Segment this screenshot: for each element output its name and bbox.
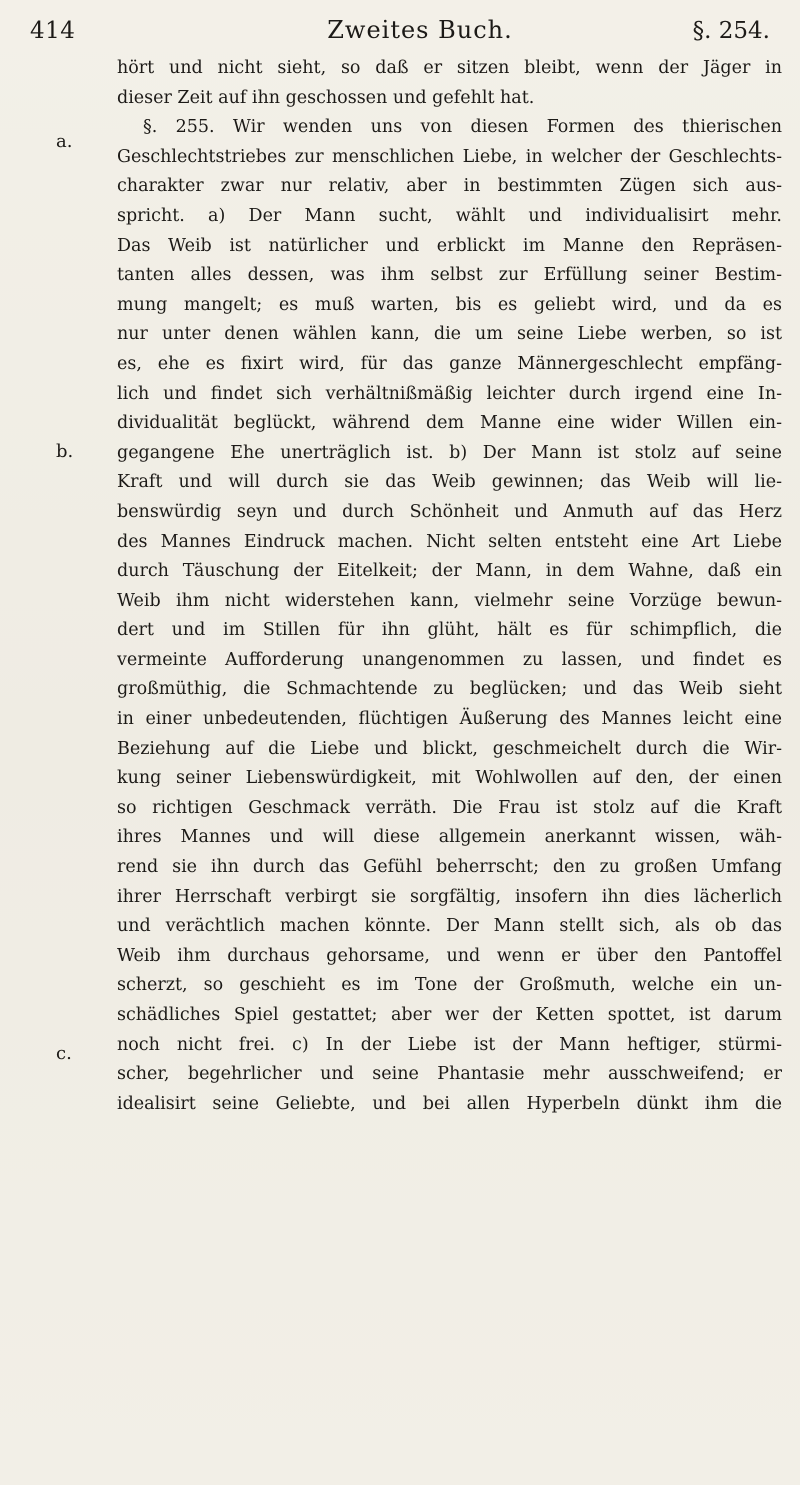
text-line: Geschlechtstriebes zur menschlichen Liebe, in welcher der Geschlechts-: [117, 146, 782, 167]
text-line: und verächtlich machen könnte. Der Mann stellt sich, als ob das: [117, 916, 782, 937]
margin-note-a: a.: [56, 131, 73, 152]
page-number: 414: [30, 18, 76, 44]
text-line: dert und im Stillen für ihn glüht, hält es für schimpflich, die: [117, 620, 782, 641]
running-title: Zweites Buch.: [327, 16, 513, 44]
text-line: lich und findet sich verhältnißmäßig leichter durch irgend eine In-: [117, 383, 782, 404]
text-line: Kraft und will durch sie das Weib gewinnen; das Weib will lie-: [117, 472, 782, 493]
text-line: dividualität beglückt, während dem Manne eine wider Willen ein-: [117, 413, 782, 434]
margin-note-b: b.: [56, 441, 74, 462]
margin-note-c: c.: [56, 1043, 72, 1064]
text-line: kung seiner Liebenswürdigkeit, mit Wohlwollen auf den, der einen: [117, 768, 782, 789]
page-header: [30, 14, 770, 54]
text-line: Das Weib ist natürlicher und erblickt im Manne den Repräsen-: [117, 235, 782, 256]
text-line: dieser Zeit auf ihn geschossen und gefehlt hat.: [117, 87, 535, 108]
text-line: §. 255. Wir wenden uns von diesen Formen des thierischen: [143, 117, 782, 138]
text-line: charakter zwar nur relativ, aber in bestimmten Zügen sich aus-: [117, 176, 782, 197]
section-reference: §. 254.: [692, 18, 770, 44]
text-line: gegangene Ehe unerträglich ist. b) Der Mann ist stolz auf seine: [117, 442, 782, 463]
text-line: benswürdig seyn und durch Schönheit und Anmuth auf das Herz: [117, 501, 782, 522]
text-line: hört und nicht sieht, so daß er sitzen bleibt, wenn der Jäger in: [117, 58, 782, 78]
text-line: großmüthig, die Schmachtende zu beglücken; und das Weib sieht: [117, 679, 782, 700]
text-line: tanten alles dessen, was ihm selbst zur Erfüllung seiner Bestim-: [117, 265, 782, 286]
text-line: ihres Mannes und will diese allgemein anerkannt wissen, wäh-: [117, 827, 782, 848]
text-line: des Mannes Eindruck machen. Nicht selten entsteht eine Art Liebe: [117, 531, 782, 552]
text-line: idealisirt seine Geliebte, und bei allen Hyperbeln dünkt ihm die: [117, 1093, 782, 1114]
text-line: spricht. a) Der Mann sucht, wählt und individualisirt mehr.: [117, 205, 782, 226]
text-line: Weib ihm nicht widerstehen kann, vielmehr seine Vorzüge bewun-: [117, 590, 782, 611]
text-line: es, ehe es fixirt wird, für das ganze Männergeschlecht empfäng-: [117, 353, 782, 374]
text-line: in einer unbedeutenden, flüchtigen Äußerung des Mannes leicht eine: [117, 709, 782, 730]
text-line: scherzt, so geschieht es im Tone der Großmuth, welche ein un-: [117, 975, 782, 996]
text-line: rend sie ihn durch das Gefühl beherrscht; den zu großen Umfang: [117, 857, 782, 878]
text-line: ihrer Herrschaft verbirgt sie sorgfältig, insofern ihn dies lächerlich: [117, 886, 782, 907]
text-line: nur unter denen wählen kann, die um seine Liebe werben, so ist: [117, 324, 782, 345]
text-line: durch Täuschung der Eitelkeit; der Mann, in dem Wahne, daß ein: [117, 561, 782, 582]
text-line: noch nicht frei. c) In der Liebe ist der Mann heftiger, stürmi-: [117, 1034, 782, 1055]
text-line: scher, begehrlicher und seine Phantasie mehr ausschweifend; er: [117, 1064, 782, 1085]
text-line: Beziehung auf die Liebe und blickt, geschmeichelt durch die Wir-: [117, 738, 782, 759]
text-line: mung mangelt; es muß warten, bis es geliebt wird, und da es: [117, 294, 782, 315]
text-line: so richtigen Geschmack verräth. Die Frau ist stolz auf die Kraft: [117, 797, 782, 818]
text-line: vermeinte Aufforderung unangenommen zu lassen, und findet es: [117, 649, 782, 670]
text-line: schädliches Spiel gestattet; aber wer der Ketten spottet, ist darum: [117, 1005, 782, 1025]
body-text: [117, 54, 782, 1119]
text-line: Weib ihm durchaus gehorsame, und wenn er über den Pantoffel: [117, 945, 782, 966]
